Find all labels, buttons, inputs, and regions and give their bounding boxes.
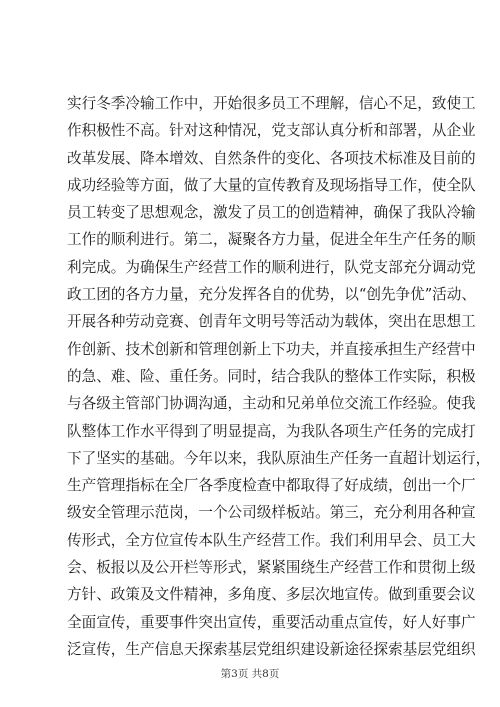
text-line: 政工团的各方力量，充分发挥各自的优势，以“创先争优”活动、 bbox=[67, 286, 476, 304]
text-line: 开展各种劳动竞赛、创青年文明号等活动为载体，突出在思想工 bbox=[67, 313, 476, 331]
text-line: 队整体工作水平得到了明显提高，为我队各项生产任务的完成打 bbox=[67, 422, 476, 440]
text-line: 会、板报以及公开栏等形式，紧紧围绕生产经营工作和贯彻上级 bbox=[67, 559, 476, 577]
text-line: 方针、政策及文件精神，多角度、多层次地宣传。做到重要会议 bbox=[67, 586, 476, 604]
text-line: 利完成。为确保生产经营工作的顺利进行，队党支部充分调动党 bbox=[67, 258, 476, 276]
text-line: 生产管理指标在全厂各季度检查中都取得了好成绩，创出一个厂 bbox=[67, 477, 476, 495]
text-line: 作积极性不高。针对这种情况，党支部认真分析和部署，从企业 bbox=[67, 122, 476, 140]
text-line: 与各级主管部门协调沟通，主动和兄弟单位交流工作经验。使我 bbox=[67, 395, 476, 413]
text-line: 员工转变了思想观念，激发了员工的创造精神，确保了我队冷输 bbox=[67, 204, 476, 222]
text-line: 改革发展、降本增效、自然条件的变化、各项技术标准及目前的 bbox=[67, 149, 476, 167]
text-line: 工作的顺利进行。第二，凝聚各方力量，促进全年生产任务的顺 bbox=[67, 231, 476, 249]
text-line: 下了坚实的基础。今年以来，我队原油生产任务一直超计划运行， bbox=[67, 449, 491, 467]
text-line: 泛宣传，生产信息天探索基层党组织建设新途径探索基层党组织 bbox=[67, 640, 476, 658]
body-text bbox=[67, 90, 491, 663]
text-line: 成功经验等方面，做了大量的宣传教育及现场指导工作，使全队 bbox=[67, 176, 476, 194]
text-line: 级安全管理示范岗，一个公司级样板站。第三，充分利用各种宣 bbox=[67, 504, 476, 522]
text-line: 作创新、技术创新和管理创新上下功夫，并直接承担生产经营中 bbox=[67, 340, 476, 358]
text-line: 全面宣传，重要事件突出宣传，重要活动重点宣传，好人好事广 bbox=[67, 613, 476, 631]
page-number-footer: 第3页 共8页 bbox=[220, 668, 280, 680]
text-line: 的急、难、险、重任务。同时，结合我队的整体工作实际，积极 bbox=[67, 367, 476, 385]
text-line: 传形式，全方位宣传本队生产经营工作。我们利用早会、员工大 bbox=[67, 531, 476, 549]
text-line: 实行冬季冷输工作中，开始很多员工不理解，信心不足，致使工 bbox=[67, 95, 476, 112]
